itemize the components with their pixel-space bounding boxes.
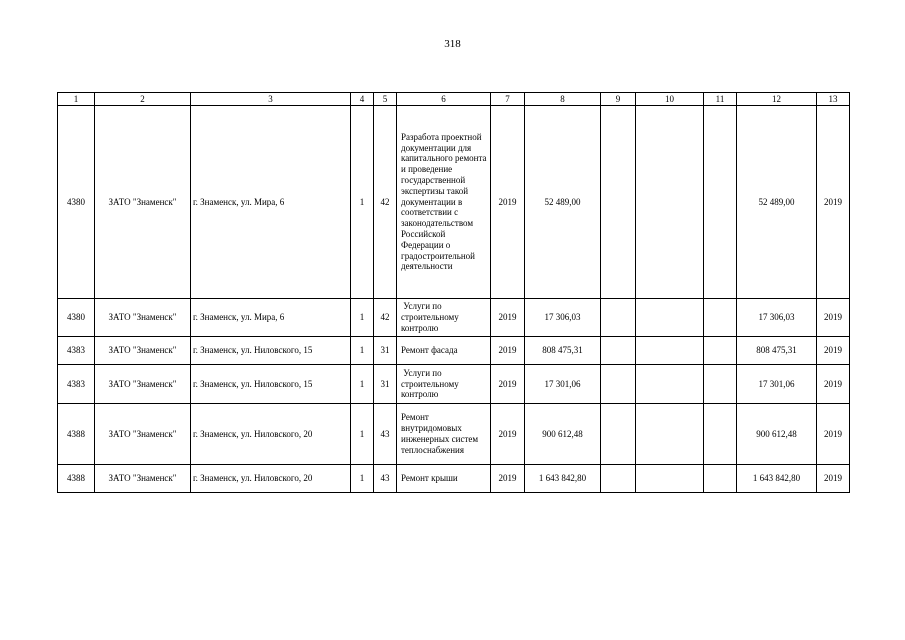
header-cell-4: 4: [351, 93, 374, 106]
header-cell-9: 9: [601, 93, 636, 106]
row-address: г. Знаменск, ул. Ниловского, 15: [191, 337, 351, 365]
row-col4: 1: [351, 404, 374, 465]
row-col4: 1: [351, 465, 374, 493]
row-year: 2019: [491, 106, 525, 299]
row-col5: 43: [374, 465, 397, 493]
table-row: [58, 465, 850, 493]
row-col13: 2019: [817, 404, 850, 465]
row-year: 2019: [491, 404, 525, 465]
row-address: г. Знаменск, ул. Ниловского, 20: [191, 465, 351, 493]
row-col10: [636, 106, 704, 299]
page-number: 318: [444, 38, 461, 50]
table-row: [58, 299, 850, 337]
row-col12: 17 306,03: [737, 299, 817, 337]
row-id: 4383: [58, 337, 95, 365]
row-total: 900 612,48: [525, 404, 601, 465]
row-col4: 1: [351, 299, 374, 337]
header-cell-5: 5: [374, 93, 397, 106]
row-total: 17 301,06: [525, 365, 601, 404]
row-col12: 900 612,48: [737, 404, 817, 465]
row-col13: 2019: [817, 299, 850, 337]
header-cell-12: 12: [737, 93, 817, 106]
row-col5: 42: [374, 299, 397, 337]
row-total: 1 643 842,80: [525, 465, 601, 493]
row-col5: 31: [374, 337, 397, 365]
header-cell-7: 7: [491, 93, 525, 106]
row-year: 2019: [491, 365, 525, 404]
row-municipality: ЗАТО "Знаменск": [95, 365, 191, 404]
row-col5: 43: [374, 404, 397, 465]
row-col11: [704, 337, 737, 365]
row-work: Услуги по строительному контролю: [397, 365, 491, 404]
row-work: Ремонт внутридомовых инженерных систем теплоснабжения: [397, 404, 491, 465]
header-cell-1: 1: [58, 93, 95, 106]
row-col10: [636, 465, 704, 493]
header-cell-11: 11: [704, 93, 737, 106]
row-total: 17 306,03: [525, 299, 601, 337]
row-id: 4380: [58, 106, 95, 299]
row-col13: 2019: [817, 365, 850, 404]
row-work: Услуги по строительному контролю: [397, 299, 491, 337]
header-cell-6: 6: [397, 93, 491, 106]
row-year: 2019: [491, 337, 525, 365]
row-address: г. Знаменск, ул. Мира, 6: [191, 106, 351, 299]
row-id: 4388: [58, 465, 95, 493]
row-col9: [601, 337, 636, 365]
row-work: Разработа проектной документации для капитального ремонта и проведение государственной экспертизы такой документации в соответствии с законодательством Российской Федерации о градостроительной деятельности: [397, 106, 491, 299]
row-col13: 2019: [817, 465, 850, 493]
row-address: г. Знаменск, ул. Мира, 6: [191, 299, 351, 337]
row-col12: 1 643 842,80: [737, 465, 817, 493]
row-col9: [601, 365, 636, 404]
row-work: Ремонт крыши: [397, 465, 491, 493]
row-col4: 1: [351, 365, 374, 404]
row-address: г. Знаменск, ул. Ниловского, 15: [191, 365, 351, 404]
row-col12: 808 475,31: [737, 337, 817, 365]
row-municipality: ЗАТО "Знаменск": [95, 106, 191, 299]
row-municipality: ЗАТО "Знаменск": [95, 404, 191, 465]
row-col9: [601, 465, 636, 493]
header-cell-10: 10: [636, 93, 704, 106]
row-municipality: ЗАТО "Знаменск": [95, 337, 191, 365]
table-row: [58, 404, 850, 465]
row-col5: 42: [374, 106, 397, 299]
row-col13: 2019: [817, 106, 850, 299]
row-municipality: ЗАТО "Знаменск": [95, 299, 191, 337]
row-address: г. Знаменск, ул. Ниловского, 20: [191, 404, 351, 465]
header-cell-3: 3: [191, 93, 351, 106]
row-col9: [601, 404, 636, 465]
row-col13: 2019: [817, 337, 850, 365]
row-col9: [601, 106, 636, 299]
row-work: Ремонт фасада: [397, 337, 491, 365]
row-total: 808 475,31: [525, 337, 601, 365]
row-col10: [636, 337, 704, 365]
row-col11: [704, 365, 737, 404]
row-id: 4388: [58, 404, 95, 465]
row-col4: 1: [351, 106, 374, 299]
header-row: [58, 93, 850, 106]
row-col11: [704, 106, 737, 299]
header-cell-2: 2: [95, 93, 191, 106]
row-col5: 31: [374, 365, 397, 404]
table-row: [58, 106, 850, 299]
row-municipality: ЗАТО "Знаменск": [95, 465, 191, 493]
row-col9: [601, 299, 636, 337]
row-col10: [636, 404, 704, 465]
table-row: [58, 337, 850, 365]
row-year: 2019: [491, 465, 525, 493]
row-col12: 52 489,00: [737, 106, 817, 299]
row-col11: [704, 299, 737, 337]
row-col4: 1: [351, 337, 374, 365]
row-col12: 17 301,06: [737, 365, 817, 404]
row-col11: [704, 465, 737, 493]
row-total: 52 489,00: [525, 106, 601, 299]
table-row: [58, 365, 850, 404]
row-col10: [636, 299, 704, 337]
row-col11: [704, 404, 737, 465]
register-table: [57, 92, 850, 493]
row-col10: [636, 365, 704, 404]
row-year: 2019: [491, 299, 525, 337]
row-id: 4380: [58, 299, 95, 337]
row-id: 4383: [58, 365, 95, 404]
header-cell-13: 13: [817, 93, 850, 106]
header-cell-8: 8: [525, 93, 601, 106]
